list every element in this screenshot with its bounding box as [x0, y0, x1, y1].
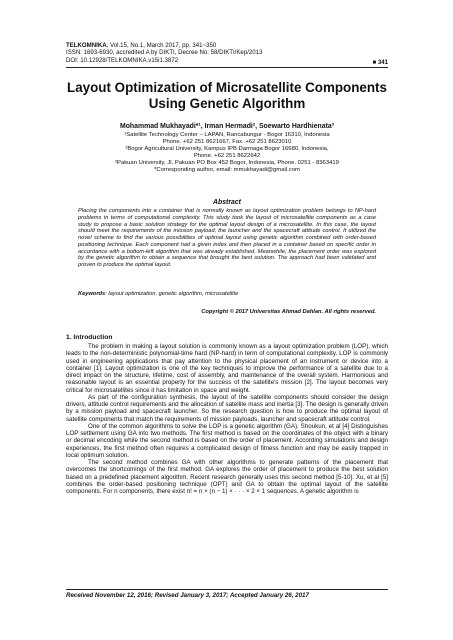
body-paragraph: The problem in making a layout solution is commonly known as a layout optimization problem (LOP), which leads to the non-deterministic polynomial-time hard (NP-hard) in term of computational complexity. LOP is commonly used in engineering applications that pay attention to the physical placement of an instrument or device into a container [1]. Layout optimization is one of the key techniques to improve the performance of a satellite due to a direct impact on the structure, lifetime, cost of assembly, and maintenance of the overall system. Harmonious and reasonable layout is an essential property for the success of the satellite's mission [2]. The layout becomes very critical for microsatellites since it has limitation in space and weight. [66, 343, 388, 394]
issn-line: ISSN: 1693-6930, accredited A by DIKTI, Decree No: 58/DIKTI/Kep/2013 [66, 49, 263, 57]
body-paragraph: One of the common algorithms to solve the LOP is a genetic algorithm (GA). Shoukun, et al [4] Distinguishes LOP settlement using GA into two methods. The first method is based on the coordinates of the object with a binary or decimal encoding while the second method is based on the order of placement. According simulations and design experiences, the first method often requires a complicated design of fitness function and may be easily trapped in local optimum solution. [66, 422, 388, 459]
copyright-notice: Copyright © 2017 Universitas Ahmad Dahlan. All rights reserved. [201, 309, 376, 315]
affiliation-line: *Corresponding author, email: mmukhayadi@gmail.com [154, 166, 300, 173]
affiliation-line: ³Pakuan University, Jl. Pakuan PO Box 452 Bogor, Indonesia, Phone. 0251 - 8363419 [115, 159, 339, 166]
affiliation-line: Phone. +62 251 8622642 [193, 152, 261, 159]
doi-line: DOI: 10.12928/TELKOMNIKA.v15i1.3872 [66, 56, 179, 64]
journal-volume: , Vol.15, No.1, March 2017, pp. 341~350 [106, 42, 217, 49]
abstract-heading: Abstract [213, 199, 241, 206]
affiliations [66, 132, 388, 173]
abstract-text: Placing the components into a container that is normally known as layout optimization problem belongs to NP-hard problems in terms of computational complexity. This study took the layout of microsatellite components as a case study to propose a basic solution strategy for the optimal layout design of a microsatellite. In this case, the layout should meet the requirements of the mission payload, the launcher and the spacecraft attitude control. It utilized the novel scheme to find the various possibilities of optimal layout using genetic algorithm combined with order-based positioning technique. Each component had a given index and then placed in a container based on specific order in accordance with a bottom-left algorithm that was already established. Meanwhile, the placement order was explored by the genetic algorithm to obtain a sequence that brought the best solution. The approach had been validated and proven to produce the optimal layout. [78, 208, 376, 268]
section-heading: 1. Introduction [66, 334, 113, 341]
title-line-1: Layout Optimization of Microsatellite Components [67, 80, 387, 95]
keywords-text: : layout optimization, genetic algorithm, microsatellite [105, 291, 239, 297]
body-text [66, 343, 388, 495]
affiliation-line: Phone. +62 251 8621667, Fax. +62 251 8623010 [162, 138, 292, 145]
journal-name: TELKOMNIKA [66, 42, 107, 49]
page-number: 341 [377, 59, 388, 66]
page-number-block [372, 59, 388, 66]
body-paragraph: The second method combines GA with other algorithms to generate patterns of the placement that overcomes the shortcomings of the first method. GA explores the order of placement to produce the best solution based on a predefined placement algorithm. Recent research generally uses this second method [5-10]. Xu, et al [5] combines the order-based positioning technique (OPT) and GA to obtain the optimal layout of the satellite components. For n components, there exist n! = n × (n − 1) × · · · × 2 × 1 sequences. A genetic algorithm is [66, 459, 388, 495]
affiliation-line: ¹Satellite Technology Center – LAPAN, Rancabungur - Bogor 16310, Indonesia [124, 132, 330, 138]
author-list: Mohammad Mukhayadi*¹, Irman Hermadi², Soewarto Hardhienata³ [119, 123, 335, 130]
journal-citation [66, 42, 388, 49]
footer-rule [66, 589, 388, 590]
journal-header [66, 42, 388, 64]
affiliation-line: ²Bogor Agricultural University, Kampus IPB Darmaga Bogor 16680, Indonesia, [125, 145, 329, 152]
title-line-2: Using Genetic Algorithm [148, 95, 306, 111]
body-paragraph: As part of the configuration synthesis, the layout of the satellite components should consider the design drivers, attitude control requirements and the allocation of satellite mass and inertia [3]. The design is generally driven by a mission payload and spacecraft launcher. So the research question is how to produce the optimal layout of satellite components that match the requirements of mission payloads, launcher and spacecraft attitude control. [66, 393, 388, 423]
header-rule [66, 67, 388, 68]
paper-title [66, 80, 388, 111]
keywords [78, 291, 376, 297]
keywords-label: Keywords [78, 291, 106, 297]
page-marker-icon: ■ [372, 59, 377, 66]
received-dates: Received November 12, 2016; Revised January 3, 2017; Accepted January 26, 2017 [66, 592, 309, 599]
